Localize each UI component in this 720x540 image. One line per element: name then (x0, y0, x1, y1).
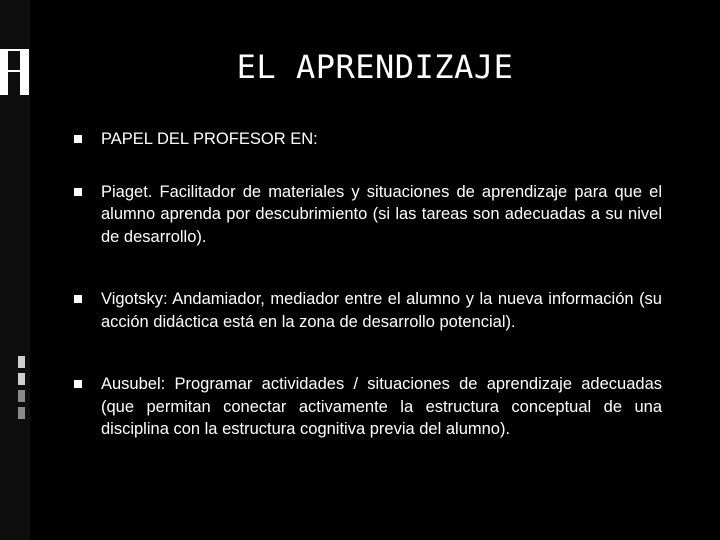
decorative-line (0, 70, 29, 72)
decorative-line (0, 49, 29, 51)
decorative-square (18, 356, 25, 368)
list-item-text: Ausubel: Programar actividades / situaciones de aprendizaje adecuadas (que permitan conectar activamente la estructura conceptual de una disciplina con la estructura cognitiva previa del alumno). (101, 375, 662, 438)
square-bullet-icon (74, 135, 82, 143)
list-item-text: Vigotsky: Andamiador, mediador entre el alumno y la nueva información (su acción didáctica está en la zona de desarrollo potencial). (101, 290, 662, 331)
list-item-text: PAPEL DEL PROFESOR EN: (101, 130, 318, 148)
square-bullet-icon (74, 380, 82, 388)
bullet-list (72, 128, 662, 441)
slide-title: EL APRENDIZAJE (236, 48, 514, 86)
decorative-bar (0, 50, 8, 95)
square-bullet-icon (74, 295, 82, 303)
list-item (72, 373, 662, 441)
decorative-square (18, 407, 25, 419)
list-item (72, 288, 662, 333)
square-bullet-icon (74, 188, 82, 196)
left-decoration-strip (0, 0, 30, 540)
decorative-square (18, 373, 25, 385)
list-item (72, 128, 662, 151)
decorative-bar (20, 50, 29, 95)
list-item-text: Piaget. Facilitador de materiales y situaciones de aprendizaje para que el alumno aprenda por descubrimiento (si las tareas son adecuadas a su nivel de desarrollo). (101, 182, 662, 246)
list-item (72, 181, 662, 249)
decorative-square (18, 390, 25, 402)
